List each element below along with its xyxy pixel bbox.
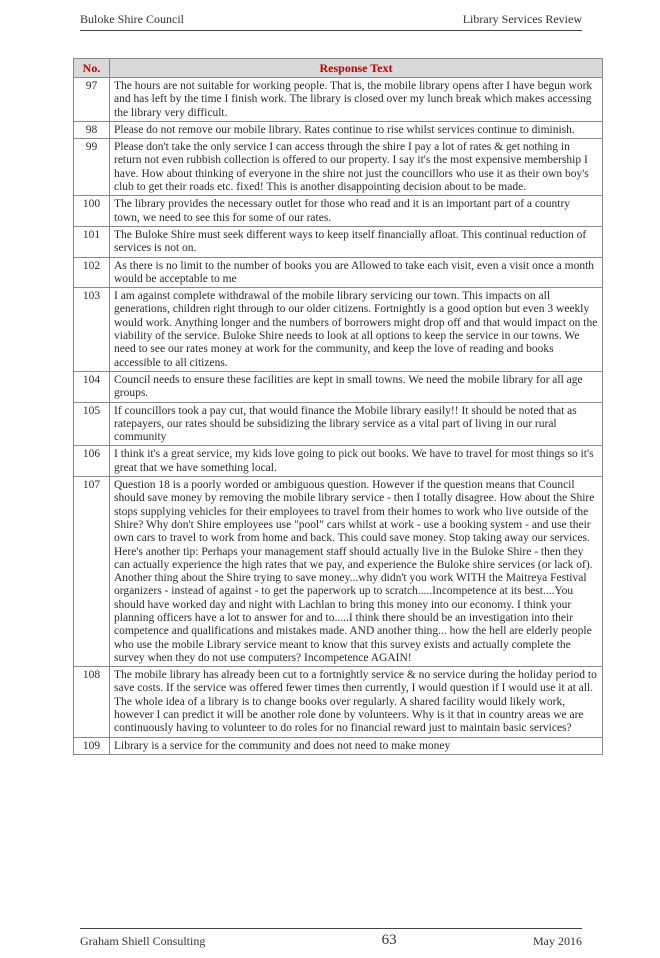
footer-author: Graham Shiell Consulting bbox=[80, 934, 206, 948]
response-number: 101 bbox=[74, 226, 110, 257]
header-org: Buloke Shire Council bbox=[80, 12, 184, 26]
table-row bbox=[74, 226, 603, 257]
response-text: Please do not remove our mobile library. Rates continue to rise whilst services continue to diminish. bbox=[110, 121, 603, 138]
response-text: The library provides the necessary outlet for those who read and it is an important part of a country town, we need to see this for some of our rates. bbox=[110, 196, 603, 227]
response-number: 99 bbox=[74, 139, 110, 196]
response-text: Library is a service for the community and does not need to make money bbox=[110, 737, 603, 754]
table-row bbox=[74, 737, 603, 754]
table-row bbox=[74, 196, 603, 227]
table-row bbox=[74, 121, 603, 138]
table-row bbox=[74, 257, 603, 288]
response-text: The Buloke Shire must seek different ways to keep itself financially afloat. This continual reduction of services is not on. bbox=[110, 226, 603, 257]
response-text: I am against complete withdrawal of the mobile library servicing our town. This impacts on all generations, children right through to our older citizens. Fortnightly is a good option but even 3 weekly would work. Anything longer and the numbers of borrowers might drop off and that would impact on the viability of the service. Buloke Shire needs to look at all options to keep the service in our towns. We need to see our rates money at work for the community, and keep the love of reading and books accessible to all citizens. bbox=[110, 288, 603, 372]
response-text: I think it's a great service, my kids love going to pick out books. We have to travel for most things so it's great that we have something local. bbox=[110, 446, 603, 477]
table-row bbox=[74, 477, 603, 667]
table-row bbox=[74, 667, 603, 737]
response-text: The hours are not suitable for working people. That is, the mobile library opens after I have begun work and has left by the time I finish work. The library is closed over my lunch break which makes accessing the library very difficult. bbox=[110, 78, 603, 122]
table-row bbox=[74, 288, 603, 372]
response-number: 106 bbox=[74, 446, 110, 477]
response-text: Council needs to ensure these facilities are kept in small towns. We need the mobile library for all age groups. bbox=[110, 371, 603, 402]
response-number: 103 bbox=[74, 288, 110, 372]
response-number: 107 bbox=[74, 477, 110, 667]
footer-date: May 2016 bbox=[532, 934, 582, 948]
response-number: 102 bbox=[74, 257, 110, 288]
response-number: 104 bbox=[74, 371, 110, 402]
response-text: Question 18 is a poorly worded or ambiguous question. However if the question means that Council should save money by removing the mobile library service - then I totally disagree. How about the Shire stops supplying vehicles for their employees to travel from their homes to work who live outside of the Shire? Why don't Shire employees use "pool" cars whilst at work - use a booking system - and use their own cars to travel to work from home and back. This could save money. Stop taking away our services. Here's another tip: Perhaps your management staff should actually live in the Buloke Shire - then they can actually experience the high rates that we pay, and experience the Buloke shire services (or lack of). Another thing about the Shire trying to save money...why didn't you work WITH the Maitreya Festival organizers - instead of against - to get the paperwork up to scratch.....Incompetence at its best....You should have worked day and night with Lachlan to bring this money into our economy. I think your planning officers have a lot to answer for and to.....I think there should be an investigation into their competence and qualifications and mistakes made. AND another thing... how the hell are elderly people who use the mobile Library service meant to know that this survey exists and actually complete the survey when they do not use computers? Incompetence AGAIN! bbox=[110, 477, 603, 667]
table-row bbox=[74, 139, 603, 196]
header-title: Library Services Review bbox=[462, 12, 582, 26]
response-table bbox=[73, 58, 603, 755]
response-number: 109 bbox=[74, 737, 110, 754]
response-number: 98 bbox=[74, 121, 110, 138]
response-text: Please don't take the only service I can access through the shire I pay a lot of rates & get nothing in return not even rubbish collection is offered to our property. I say it's the most expensive membership I have. How about thinking of everyone in the shire not just the councillors who use it as their own boy's club to get their roads etc. fixed! This is another disappointing decision about to be made. bbox=[110, 139, 603, 196]
response-text: As there is no limit to the number of books you are Allowed to take each visit, even a visit once a month would be acceptable to me bbox=[110, 257, 603, 288]
page-header bbox=[80, 12, 582, 31]
response-number: 100 bbox=[74, 196, 110, 227]
response-number: 108 bbox=[74, 667, 110, 737]
table-row bbox=[74, 371, 603, 402]
response-text: If councillors took a pay cut, that would finance the Mobile library easily!! It should be noted that as ratepayers, our rates should be subsidizing the library service as a vital part of living in our rural community bbox=[110, 402, 603, 446]
response-text: The mobile library has already been cut to a fortnightly service & no service during the holiday period to save costs. If the service was offered fewer times then currently, I would question if I would use it at all. The whole idea of a library is to change books over regularly. A shared facility would likely work, however I can predict it will be another role done by volunteers. Why is it that in country areas we are continuously having to volunteer to do roles for no financial reward just to maintain basic services? bbox=[110, 667, 603, 737]
column-header-no: No. bbox=[74, 59, 110, 78]
response-table-wrapper bbox=[73, 58, 603, 755]
response-number: 105 bbox=[74, 402, 110, 446]
response-number: 97 bbox=[74, 78, 110, 122]
table-row bbox=[74, 446, 603, 477]
table-header-row bbox=[74, 59, 603, 78]
table-row bbox=[74, 402, 603, 446]
page-footer bbox=[80, 928, 582, 949]
table-row bbox=[74, 78, 603, 122]
column-header-response: Response Text bbox=[110, 59, 603, 78]
page-number: 63 bbox=[381, 932, 397, 948]
